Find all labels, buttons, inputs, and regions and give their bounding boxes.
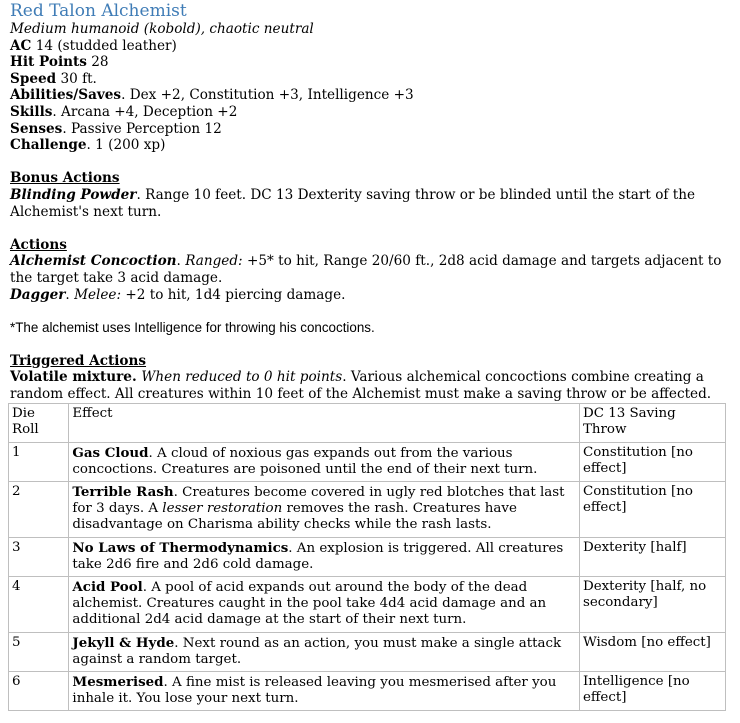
senses-value: . Passive Perception 12 [62, 120, 222, 137]
saves-value: . Dex +2, Constitution +3, Intelligence +3 [121, 87, 414, 104]
effect-cell: Gas Cloud. A cloud of noxious gas expands out from the various concoctions. Creatures are poisoned until the end of their next turn. [69, 442, 580, 481]
creature-type: Medium humanoid (kobold), chaotic neutral [10, 21, 314, 37]
creature-name: Red Talon Alchemist [10, 1, 187, 21]
spacer [10, 154, 732, 171]
header-die-roll: Die Roll [9, 403, 69, 442]
triggered-actions-heading: Triggered Actions [10, 352, 147, 369]
effect-name: Acid Pool [72, 578, 143, 595]
footnote: *The alchemist uses Intelligence for throwing his concoctions. [10, 319, 375, 335]
save-cell: Dexterity [half] [579, 537, 725, 576]
effect-name: No Laws of Thermodynamics [72, 539, 289, 556]
actions-heading: Actions [10, 236, 67, 253]
triggered-text: . Various alchemical concoctions combine creating a random effect. All creatures within 10 feet of the Alchemist must make a saving throw or be affected. [10, 369, 712, 403]
action-text: +5* to hit, Range 20/60 ft., 2d8 acid damage and targets adjacent to the target take 3 acid damage. [10, 253, 722, 286]
hp-label: Hit Points [10, 54, 87, 71]
action-text: +2 to hit, 1d4 piercing damage. [121, 286, 346, 303]
speed-line [10, 71, 732, 88]
ac-label: AC [10, 37, 32, 54]
bonus-action-entry [10, 187, 732, 220]
table-row [9, 632, 726, 671]
triggered-entry: Volatile mixture. When reduced to 0 hit points. Various alchemical concoctions combine creating a random effect. All creatures within 10 feet of the Alchemist must make a saving throw or be affected. [10, 369, 712, 403]
effect-cell: Mesmerised. A fine mist is released leaving you mesmerised after you inhale it. You lose your next turn. [69, 671, 580, 710]
die-roll-cell: 1 [9, 442, 69, 481]
senses-label: Senses [10, 120, 63, 137]
die-roll-cell: 4 [9, 576, 69, 632]
triggered-name: Volatile mixture [10, 369, 132, 386]
effect-cell: Jekyll & Hyde. Next round as an action, you must make a single attack against a random target. [69, 632, 580, 671]
statblock-page [0, 1, 740, 711]
spacer [10, 220, 732, 237]
skills-line [10, 104, 732, 121]
spell-name: lesser restoration [162, 501, 283, 517]
ac-value: 14 (studded leather) [31, 37, 177, 54]
effect-name: Terrible Rash [72, 483, 174, 500]
header-effect: Effect [69, 403, 580, 442]
action-name: Alchemist Concoction [10, 253, 177, 270]
speed-value: 30 ft. [56, 70, 97, 87]
action-entry-concoction: Alchemist Concoction. Ranged: +5* to hit, Range 20/60 ft., 2d8 acid damage and targets adjacent to the target take 3 acid damage. [10, 253, 722, 286]
table-row [9, 537, 726, 576]
die-roll-cell: 3 [9, 537, 69, 576]
bonus-action-name: Blinding Powder [10, 186, 137, 203]
table-header-row [9, 403, 726, 442]
spacer [10, 336, 732, 353]
save-cell: Constitution [no effect] [579, 442, 725, 481]
table-row [9, 481, 726, 537]
effect-name: Mesmerised [72, 673, 164, 690]
saves-line [10, 87, 732, 104]
spacer [10, 303, 732, 320]
saves-label: Abilities/Saves [10, 87, 122, 104]
header-saving-throw: DC 13 Saving Throw [579, 403, 725, 442]
effects-table [8, 403, 726, 711]
triggered-trigger: When reduced to 0 hit points [141, 369, 343, 386]
effect-cell: No Laws of Thermodynamics. An explosion is triggered. All creatures take 2d6 fire and 2d6 cold damage. [69, 537, 580, 576]
save-cell: Dexterity [half, no secondary] [579, 576, 725, 632]
die-roll-cell: 2 [9, 481, 69, 537]
table-row [9, 442, 726, 481]
action-name: Dagger [10, 286, 66, 303]
skills-label: Skills [10, 103, 53, 120]
challenge-value: . 1 (200 xp) [86, 137, 166, 154]
action-entry-dagger: Dagger. Melee: +2 to hit, 1d4 piercing damage. [10, 286, 346, 303]
bonus-action-text: . Range 10 feet. DC 13 Dexterity saving throw or be blinded until the start of the Alchemist's next turn. [10, 186, 695, 220]
action-type: Melee: [74, 286, 122, 303]
speed-label: Speed [10, 70, 57, 87]
die-roll-cell: 6 [9, 671, 69, 710]
hp-value: 28 [86, 54, 109, 71]
effect-name: Jekyll & Hyde [72, 634, 175, 651]
bonus-actions-heading: Bonus Actions [10, 170, 120, 187]
save-cell: Intelligence [no effect] [579, 671, 725, 710]
table-row [9, 576, 726, 632]
challenge-label: Challenge [10, 137, 87, 154]
effect-name: Gas Cloud [72, 444, 149, 461]
senses-line [10, 121, 732, 138]
table-row [9, 671, 726, 710]
die-roll-cell: 5 [9, 632, 69, 671]
hit-points-line [10, 54, 732, 71]
effect-cell: Acid Pool. A pool of acid expands out around the body of the dead alchemist. Creatures caught in the pool take 4d4 acid damage and an additional 2d4 acid damage at the start of their next turn. [69, 576, 580, 632]
effect-cell: Terrible Rash. Creatures become covered in ugly red blotches that last for 3 days. A lesser restoration removes the rash. Creatures have disadvantage on Charisma ability checks while the rash lasts. [69, 481, 580, 537]
challenge-line [10, 137, 732, 154]
action-type: Ranged: [185, 253, 243, 270]
skills-value: . Arcana +4, Deception +2 [52, 103, 238, 120]
save-cell: Wisdom [no effect] [579, 632, 725, 671]
save-cell: Constitution [no effect] [579, 481, 725, 537]
armor-class-line [10, 38, 732, 55]
